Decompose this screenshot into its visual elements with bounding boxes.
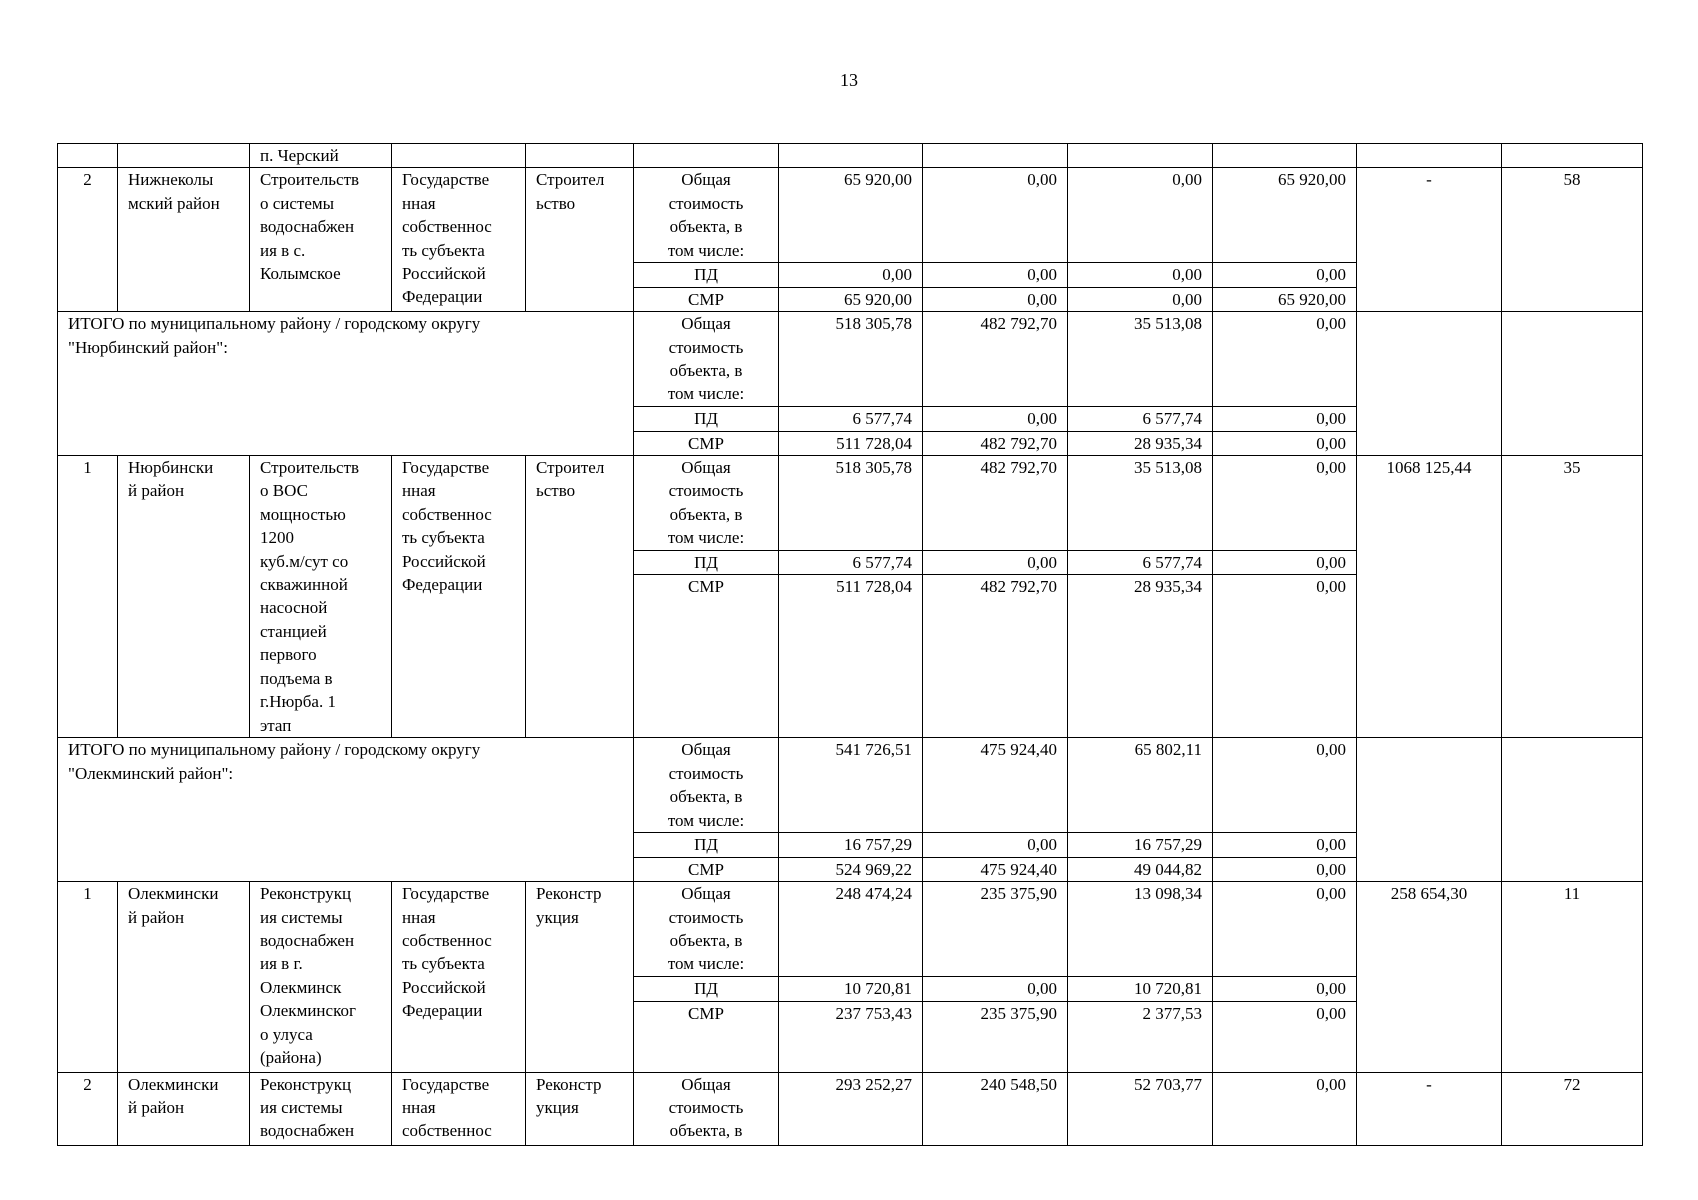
page-number: 13	[840, 70, 858, 90]
cell-capacity: 1068 125,44	[1357, 456, 1502, 738]
cell-cost-label: Общая стоимость объекта, в	[634, 1072, 779, 1145]
cell-cost-label: СМР	[634, 431, 779, 455]
cell-readiness: 35	[1502, 456, 1643, 738]
cell-value	[923, 144, 1068, 168]
cell-readiness	[1502, 144, 1643, 168]
cell-readiness: 11	[1502, 882, 1643, 1072]
cell-value: 16 757,29	[1068, 833, 1213, 857]
table-row	[58, 168, 1643, 263]
cell-value: 248 474,24	[779, 882, 923, 977]
cell-cost-label: СМР	[634, 287, 779, 311]
cell-cost-label: Общая стоимость объекта, в том числе:	[634, 738, 779, 833]
cell-value: 0,00	[1213, 833, 1357, 857]
cell-value: 0,00	[1213, 977, 1357, 1001]
cell-value: 6 577,74	[1068, 551, 1213, 575]
cell-work-type: Реконстр укция	[526, 882, 634, 1072]
cell-value: 0,00	[923, 168, 1068, 263]
cell-object: п. Черский	[250, 144, 392, 168]
cell-cost-label: СМР	[634, 575, 779, 738]
cell-object: Строительств о ВОС мощностью 1200 куб.м/сут со скважинной насосной станцией первого подъема в г.Нюрба. 1 этап	[250, 456, 392, 738]
cell-district: Олекмински й район	[118, 1072, 250, 1145]
cell-work-type: Строител ьство	[526, 456, 634, 738]
cell-value: 541 726,51	[779, 738, 923, 833]
cell-cost-label: ПД	[634, 977, 779, 1001]
table-row	[58, 1072, 1643, 1145]
cell-value: 0,00	[1213, 1001, 1357, 1072]
cell-ownership: Государстве нная собственнос ть субъекта Российской Федерации	[392, 168, 526, 312]
cell-value: 511 728,04	[779, 431, 923, 455]
cell-value: 482 792,70	[923, 312, 1068, 407]
cell-cost-label	[634, 144, 779, 168]
cell-value: 0,00	[1213, 407, 1357, 431]
cell-value: 10 720,81	[779, 977, 923, 1001]
table-row	[58, 882, 1643, 977]
cell-value: 6 577,74	[779, 407, 923, 431]
cell-ownership: Государстве нная собственнос	[392, 1072, 526, 1145]
cell-object: Реконструкц ия системы водоснабжен ия в г. Олекминск Олекминског о улуса (района)	[250, 882, 392, 1072]
cell-capacity	[1357, 312, 1502, 456]
cell-district: Олекмински й район	[118, 882, 250, 1072]
cell-value: 0,00	[923, 833, 1068, 857]
cell-value: 16 757,29	[779, 833, 923, 857]
cell-object: Строительств о системы водоснабжен ия в с. Колымское	[250, 168, 392, 312]
cell-cost-label: СМР	[634, 1001, 779, 1072]
cell-value: 511 728,04	[779, 575, 923, 738]
cell-value: 28 935,34	[1068, 575, 1213, 738]
cell-value: 65 920,00	[779, 287, 923, 311]
cell-readiness: 72	[1502, 1072, 1643, 1145]
cell-value: 52 703,77	[1068, 1072, 1213, 1145]
cell-value: 49 044,82	[1068, 857, 1213, 881]
cell-cost-label: Общая стоимость объекта, в том числе:	[634, 456, 779, 551]
table-row	[58, 456, 1643, 551]
cell-value: 0,00	[923, 263, 1068, 287]
cell-cost-label: Общая стоимость объекта, в том числе:	[634, 882, 779, 977]
cell-num: 1	[58, 882, 118, 1072]
cell-num: 2	[58, 168, 118, 312]
cell-value: 518 305,78	[779, 312, 923, 407]
total-title: ИТОГО по муниципальному району / городскому округу "Нюрбинский район":	[58, 312, 634, 456]
cell-num: 2	[58, 1072, 118, 1145]
cell-ownership: Государстве нная собственнос ть субъекта Российской Федерации	[392, 882, 526, 1072]
cell-work-type: Строител ьство	[526, 168, 634, 312]
cell-value: 475 924,40	[923, 738, 1068, 833]
cell-value: 0,00	[923, 551, 1068, 575]
cell-value: 0,00	[1068, 263, 1213, 287]
cell-value: 65 920,00	[1213, 287, 1357, 311]
cell-readiness	[1502, 312, 1643, 456]
table-row	[58, 144, 1643, 168]
investment-objects-table	[57, 143, 1643, 1146]
cell-capacity: -	[1357, 1072, 1502, 1145]
cell-value: 0,00	[1213, 738, 1357, 833]
cell-value: 35 513,08	[1068, 456, 1213, 551]
cell-value: 28 935,34	[1068, 431, 1213, 455]
cell-capacity: 258 654,30	[1357, 882, 1502, 1072]
cell-cost-label: ПД	[634, 263, 779, 287]
cell-value: 0,00	[1213, 431, 1357, 455]
cell-value: 524 969,22	[779, 857, 923, 881]
cell-value: 65 920,00	[779, 168, 923, 263]
cell-work-type	[526, 144, 634, 168]
cell-value: 35 513,08	[1068, 312, 1213, 407]
total-title: ИТОГО по муниципальному району / городскому округу "Олекминский район":	[58, 738, 634, 882]
cell-value: 0,00	[1068, 287, 1213, 311]
cell-value: 6 577,74	[779, 551, 923, 575]
cell-value: 475 924,40	[923, 857, 1068, 881]
cell-readiness: 58	[1502, 168, 1643, 312]
cell-value: 0,00	[1213, 882, 1357, 977]
cell-value: 0,00	[1213, 456, 1357, 551]
cell-district: Нижнеколы мский район	[118, 168, 250, 312]
cell-value: 482 792,70	[923, 431, 1068, 455]
cell-value: 0,00	[923, 287, 1068, 311]
cell-value: 482 792,70	[923, 575, 1068, 738]
cell-value	[1213, 144, 1357, 168]
cell-cost-label: ПД	[634, 407, 779, 431]
cell-capacity	[1357, 738, 1502, 882]
cell-ownership: Государстве нная собственнос ть субъекта Российской Федерации	[392, 456, 526, 738]
cell-cost-label: Общая стоимость объекта, в том числе:	[634, 312, 779, 407]
cell-value: 518 305,78	[779, 456, 923, 551]
cell-value: 240 548,50	[923, 1072, 1068, 1145]
cell-district	[118, 144, 250, 168]
cell-value: 0,00	[779, 263, 923, 287]
cell-cost-label: Общая стоимость объекта, в том числе:	[634, 168, 779, 263]
cell-value: 235 375,90	[923, 882, 1068, 977]
cell-value: 0,00	[1213, 551, 1357, 575]
cell-value: 0,00	[1213, 575, 1357, 738]
cell-value: 0,00	[1068, 168, 1213, 263]
cell-num: 1	[58, 456, 118, 738]
cell-value: 237 753,43	[779, 1001, 923, 1072]
cell-value	[1068, 144, 1213, 168]
cell-object: Реконструкц ия системы водоснабжен	[250, 1072, 392, 1145]
cell-readiness	[1502, 738, 1643, 882]
cell-district: Нюрбински й район	[118, 456, 250, 738]
cell-cost-label: ПД	[634, 833, 779, 857]
cell-num	[58, 144, 118, 168]
cell-capacity: -	[1357, 168, 1502, 312]
cell-value: 0,00	[923, 407, 1068, 431]
cell-value	[779, 144, 923, 168]
table-row	[58, 312, 1643, 407]
cell-value: 65 920,00	[1213, 168, 1357, 263]
cell-value: 0,00	[1213, 1072, 1357, 1145]
cell-cost-label: СМР	[634, 857, 779, 881]
cell-value: 0,00	[1213, 263, 1357, 287]
cell-value: 6 577,74	[1068, 407, 1213, 431]
cell-value: 10 720,81	[1068, 977, 1213, 1001]
cell-value: 0,00	[923, 977, 1068, 1001]
cell-ownership	[392, 144, 526, 168]
cell-value: 293 252,27	[779, 1072, 923, 1145]
cell-value: 65 802,11	[1068, 738, 1213, 833]
cell-value: 0,00	[1213, 312, 1357, 407]
cell-value: 235 375,90	[923, 1001, 1068, 1072]
table-row	[58, 738, 1643, 833]
cell-cost-label: ПД	[634, 551, 779, 575]
cell-work-type: Реконстр укция	[526, 1072, 634, 1145]
cell-value: 13 098,34	[1068, 882, 1213, 977]
cell-capacity	[1357, 144, 1502, 168]
cell-value: 2 377,53	[1068, 1001, 1213, 1072]
cell-value: 0,00	[1213, 857, 1357, 881]
cell-value: 482 792,70	[923, 456, 1068, 551]
